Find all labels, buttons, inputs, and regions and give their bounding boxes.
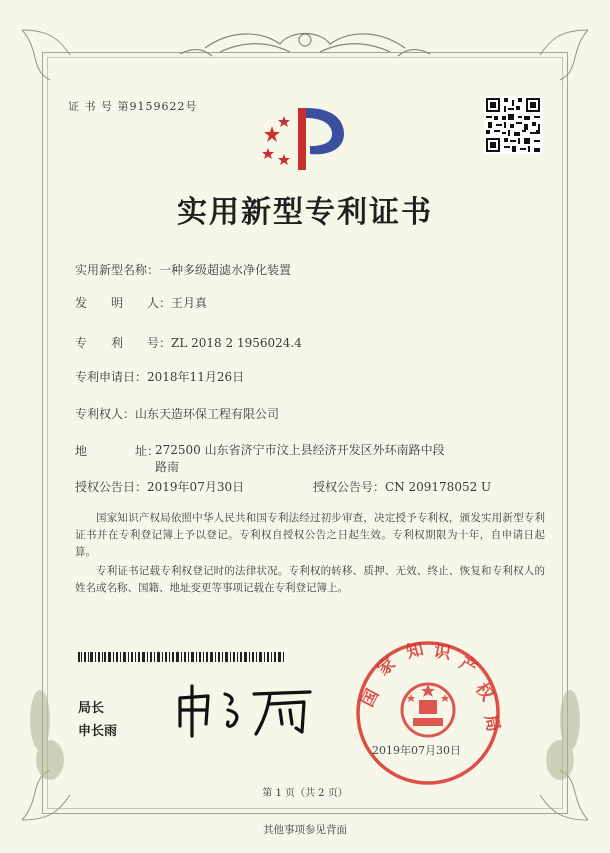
field-value: 2018年11月26日 <box>147 370 245 384</box>
field-grant-announcement-date <box>75 478 244 495</box>
footer-note: 其他事项参见背面 <box>263 824 347 836</box>
field-label: 专 利 号： <box>75 336 172 350</box>
body-paragraph-1: 国家知识产权局依照中华人民共和国专利法经过初步审查，决定授予专利权，颁发实用新型专利证书并在专利登记簿上予以登记。专利权自授权公告之日起生效。专利权期限为十年，自申请日起算。 <box>75 512 545 558</box>
qr-code-icon <box>484 96 542 154</box>
svg-text:知: 知 <box>404 639 426 663</box>
seal-date: 2019年07月30日 <box>372 744 461 757</box>
signature-icon <box>170 680 320 740</box>
body-paragraph-2: 专利证书记载专利权登记时的法律状况。专利权的转移、质押、无效、终止、恢复和专利权人的姓名或名称、国籍、地址变更等事项记载在专利登记簿上。 <box>75 565 545 594</box>
field-label: 授权公告号： <box>313 480 386 494</box>
barcode-icon <box>78 652 286 662</box>
field-label: 专利权人： <box>75 407 136 421</box>
page-number: 第 1 页（共 2 页） <box>262 788 348 799</box>
field-address-value: 272500 山东省济宁市汶上县经济开发区外环南路中段路南 <box>155 443 445 474</box>
field-label: 实用新型名称： <box>75 263 160 277</box>
svg-text:国: 国 <box>357 685 384 711</box>
director-name: 申长雨 <box>78 724 118 739</box>
field-grant-announcement-number <box>313 478 491 495</box>
field-value: 山东天造环保工程有限公司 <box>135 407 280 421</box>
svg-text:识: 识 <box>432 641 453 664</box>
field-application-date <box>75 368 244 385</box>
field-utility-model-name <box>75 261 291 278</box>
official-seal-icon <box>353 638 503 788</box>
field-value: CN 209178052 U <box>385 480 492 494</box>
field-value: ZL 2018 2 1956024.4 <box>171 336 302 350</box>
certificate-title: 实用新型专利证书 <box>177 195 433 230</box>
svg-text:产: 产 <box>455 653 481 680</box>
field-label: 授权公告日： <box>75 480 148 494</box>
field-address-label <box>75 442 159 459</box>
cnipa-logo-icon <box>258 96 348 176</box>
director-title: 局长 <box>78 701 105 716</box>
field-inventor <box>75 294 207 311</box>
field-label: 地 址： <box>75 444 160 458</box>
certificate-number: 证 书 号 第9159622号 <box>68 100 198 113</box>
field-patentee <box>75 405 279 422</box>
svg-text:局: 局 <box>480 712 503 734</box>
svg-text:权: 权 <box>470 679 498 705</box>
field-label: 专利申请日： <box>75 370 148 384</box>
field-label: 发 明 人： <box>75 296 172 310</box>
field-value: 王月真 <box>171 296 208 310</box>
svg-text:家: 家 <box>373 653 400 680</box>
field-patent-number <box>75 334 302 351</box>
field-value: 一种多级超滤水净化装置 <box>159 263 292 277</box>
field-value: 2019年07月30日 <box>147 480 245 494</box>
